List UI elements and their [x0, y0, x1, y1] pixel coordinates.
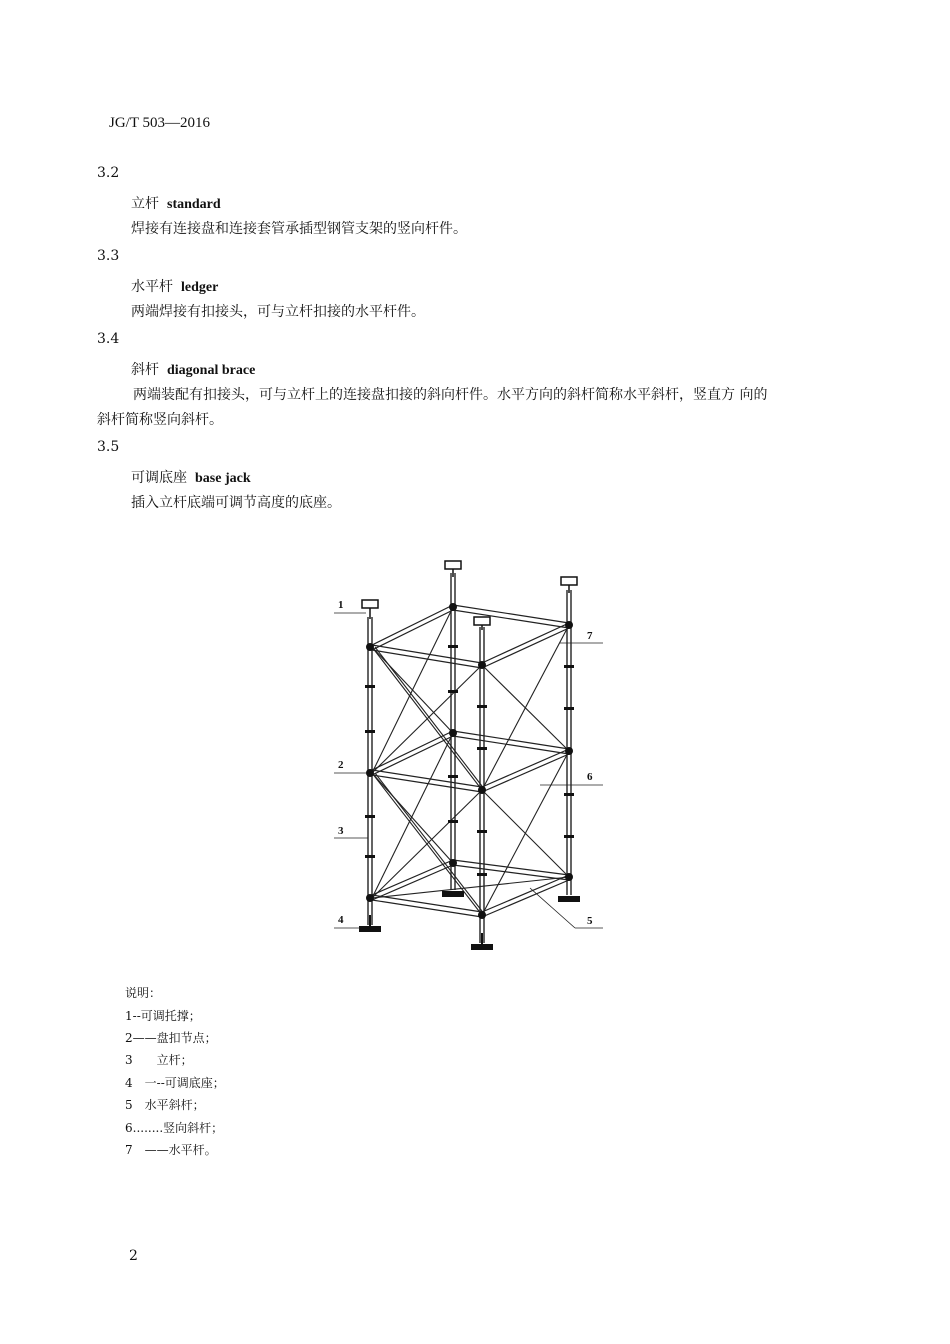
callout-6: 6 [587, 771, 593, 783]
callout-7: 7 [587, 630, 593, 642]
ledgers [372, 605, 569, 917]
term-en: ledger [181, 280, 219, 295]
term-zh: 可调底座 [131, 470, 187, 486]
callout-5: 5 [587, 915, 593, 927]
legend-item: 2——盘扣节点； [125, 1031, 217, 1045]
term-en: base jack [195, 471, 251, 486]
callout-2: 2 [338, 759, 344, 771]
term-number: 3.4 [97, 331, 120, 347]
term-zh: 水平杆 [131, 279, 173, 295]
term-zh: 斜杆 [131, 362, 159, 378]
term-title [131, 195, 221, 214]
term-definition: 插入立杆底端可调节高度的底座。 [131, 495, 341, 511]
legend-item: 7 ——水平杆。 [125, 1143, 217, 1157]
legend-title: 说明： [125, 986, 162, 1000]
callout-3: 3 [338, 825, 344, 837]
page-number: 2 [129, 1248, 138, 1264]
callout-1: 1 [338, 599, 344, 611]
term-number: 3.2 [97, 165, 120, 181]
term-title [131, 469, 251, 488]
legend-item: 1--可调托撑； [125, 1009, 201, 1023]
base-jacks [360, 892, 579, 949]
term-definition-line1: 两端装配有扣接头，可与立杆上的连接盘扣接的斜向杆件。水平方向的斜杆简称水平斜杆，竖直方 向的 [133, 387, 768, 403]
term-en: diagonal brace [167, 363, 256, 378]
term-en: standard [167, 197, 221, 212]
legend-item: 5 水平斜杆； [125, 1098, 205, 1112]
term-number: 3.5 [97, 439, 120, 455]
legend-item: 4 一--可调底座； [125, 1076, 225, 1090]
scaffold-drawing [320, 555, 610, 955]
term-number: 3.3 [97, 248, 120, 264]
term-zh: 立杆 [131, 196, 159, 212]
term-title [131, 278, 218, 297]
term-definition: 焊接有连接盘和连接套管承插型钢管支架的竖向杆件。 [131, 221, 467, 237]
legend-item: 3 立杆； [125, 1053, 193, 1067]
legend-item: 6........竖向斜杆； [125, 1121, 224, 1135]
term-title [131, 361, 255, 380]
standard-code-header: JG/T 503—2016 [109, 115, 210, 131]
scaffold-figure [320, 555, 610, 955]
callout-4: 4 [338, 914, 344, 926]
term-definition-line2: 斜杆简称竖向斜杆。 [97, 412, 223, 428]
term-definition: 两端焊接有扣接头，可与立杆扣接的水平杆件。 [131, 304, 425, 320]
